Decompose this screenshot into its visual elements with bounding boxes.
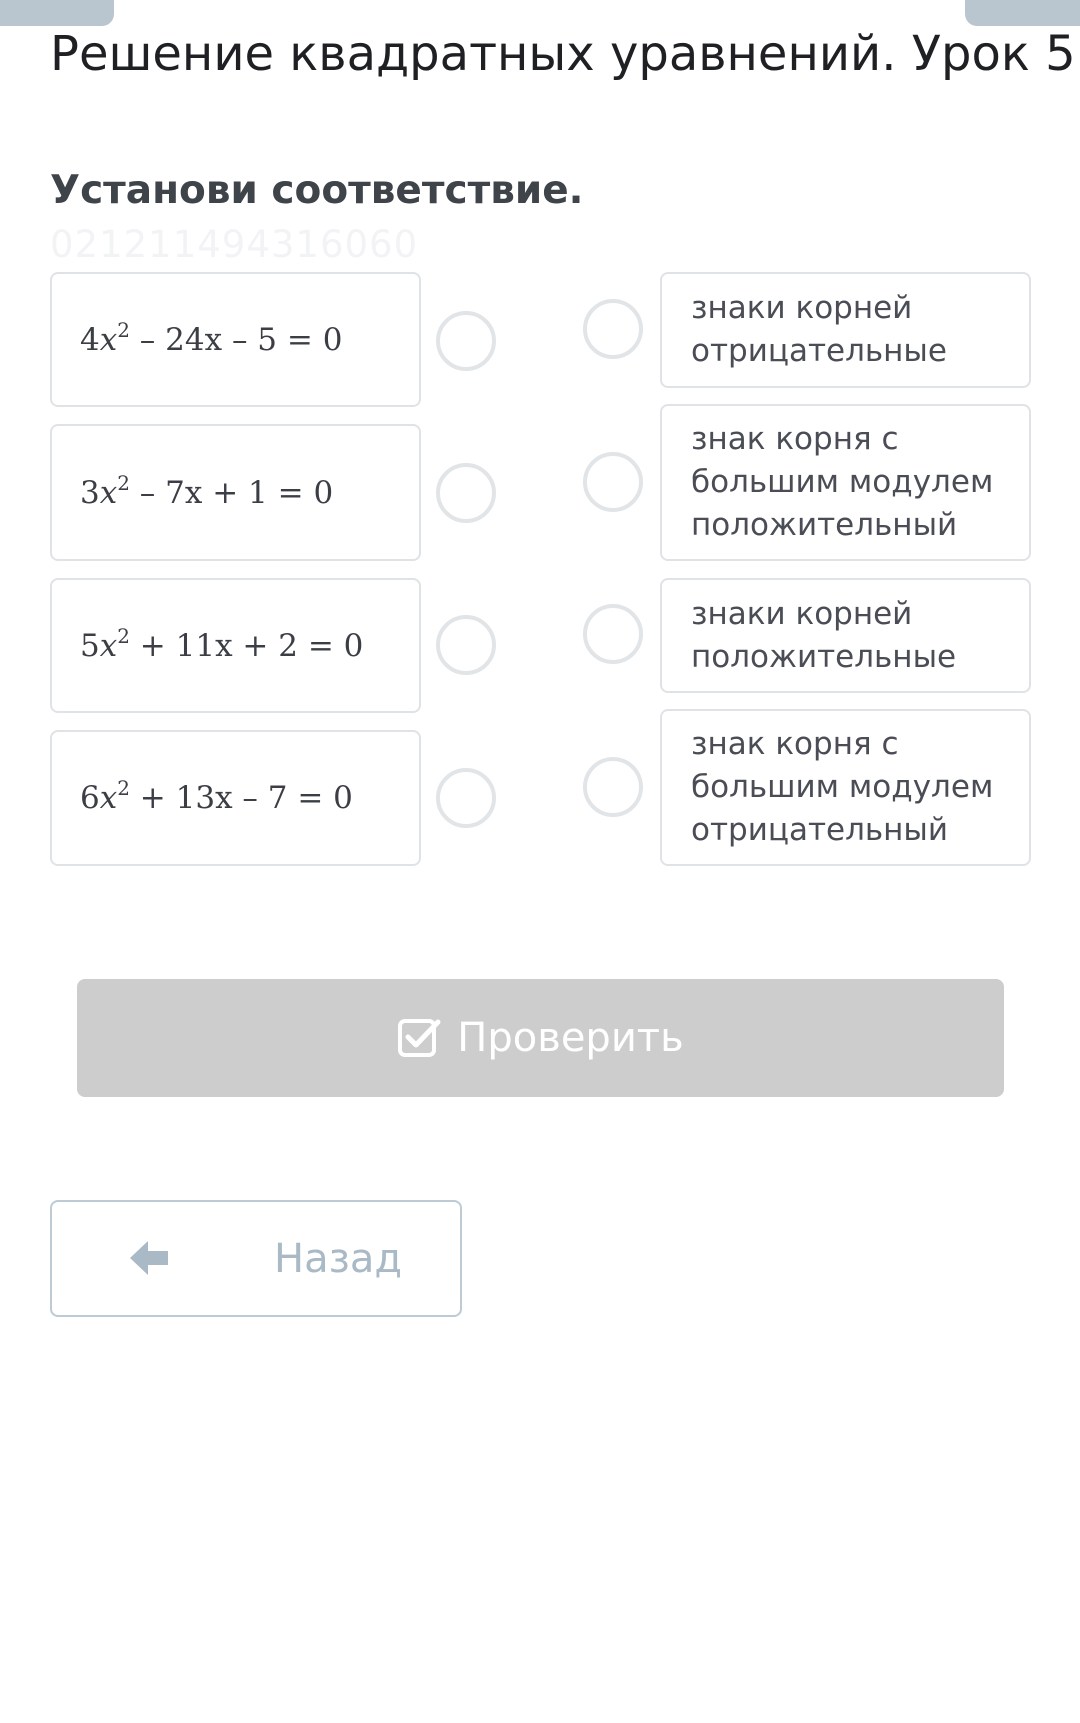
answer-text: знак корня с большим модулем положительный xyxy=(691,421,994,543)
right-connector-3[interactable] xyxy=(583,604,643,664)
page-title: Решение квадратных уравнений. Урок 5 xyxy=(50,26,1076,82)
answer-card-4[interactable] xyxy=(660,709,1031,866)
check-button[interactable] xyxy=(77,979,1004,1097)
equation-text: $4x^2 - 24x - 5 = 0$ xyxy=(80,317,343,358)
task-instruction: Установи соответствие. xyxy=(50,168,584,213)
left-connector-4[interactable] xyxy=(436,768,496,828)
equation-card-3[interactable] xyxy=(50,578,421,713)
right-connector-2[interactable] xyxy=(583,452,643,512)
answer-text: знаки корней отрицательные xyxy=(691,290,947,369)
equation-card-1[interactable] xyxy=(50,272,421,407)
right-connector-4[interactable] xyxy=(583,757,643,817)
answer-card-2[interactable] xyxy=(660,404,1031,561)
check-square-icon xyxy=(397,1016,441,1060)
left-connector-1[interactable] xyxy=(436,311,496,371)
equation-card-2[interactable] xyxy=(50,424,421,561)
equation-text: $3x^2 - 7x + 1 = 0$ xyxy=(80,470,334,511)
back-button-label: Назад xyxy=(274,1236,403,1282)
arrow-left-icon xyxy=(126,1235,172,1281)
answer-card-1[interactable] xyxy=(660,272,1031,388)
answer-text: знак корня с большим модулем отрицательный xyxy=(691,726,994,848)
equation-text: $5x^2 + 11x + 2 = 0$ xyxy=(80,623,364,664)
check-button-label: Проверить xyxy=(457,1015,684,1061)
top-tab-left[interactable] xyxy=(0,0,114,26)
right-connector-1[interactable] xyxy=(583,299,643,359)
left-connector-3[interactable] xyxy=(436,615,496,675)
watermark-id: 021211494316060 xyxy=(50,223,419,266)
equation-card-4[interactable] xyxy=(50,730,421,866)
top-tab-right[interactable] xyxy=(965,0,1080,26)
answer-card-3[interactable] xyxy=(660,578,1031,693)
back-button[interactable] xyxy=(50,1200,462,1317)
left-connector-2[interactable] xyxy=(436,463,496,523)
equation-text: $6x^2 + 13x - 7 = 0$ xyxy=(80,776,353,816)
answer-text: знаки корней положительные xyxy=(691,595,957,675)
